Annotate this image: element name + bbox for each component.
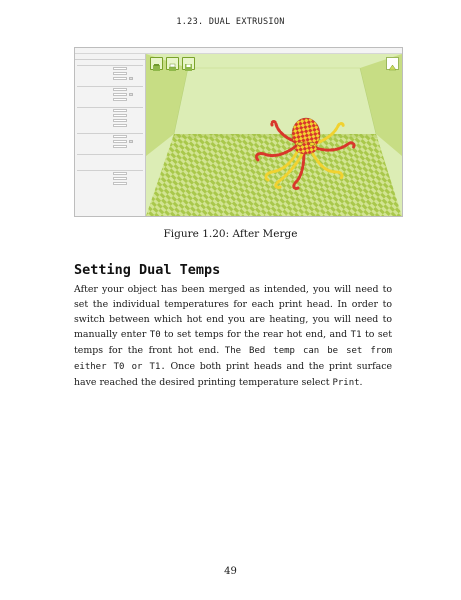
- code-t1: T1: [350, 330, 362, 340]
- view-mode-icon-shape: [389, 65, 396, 70]
- code-print: Print: [332, 378, 360, 388]
- settings-row: [77, 181, 143, 186]
- model-eye-left: [298, 142, 302, 145]
- paragraph-text: to set temps for the rear hot end, and: [160, 329, 351, 340]
- settings-row: [77, 144, 143, 149]
- settings-field: [113, 88, 127, 91]
- settings-field: [113, 119, 127, 122]
- view-mode-button: [386, 57, 399, 70]
- settings-field: [113, 98, 127, 101]
- settings-row: [77, 123, 143, 128]
- settings-section-support: [77, 129, 143, 149]
- settings-section-dual-extrusion: [77, 150, 143, 165]
- settings-field: [113, 145, 127, 148]
- settings-field: [113, 72, 127, 75]
- settings-row: [77, 76, 143, 81]
- print-icon-sheet: [170, 64, 175, 67]
- save-icon: [183, 62, 194, 73]
- settings-section-quality: [77, 61, 143, 81]
- print-button: [166, 57, 179, 70]
- settings-section-filament: [77, 166, 143, 186]
- code-t0: T0: [149, 330, 161, 340]
- figure-screenshot: [74, 47, 403, 217]
- section-heading: Setting Dual Temps: [74, 262, 221, 278]
- print-icon: [167, 62, 178, 73]
- paragraph-text: After your object has been merged as intended, you will need to set the individual temperatures for each print head. In order to switch between which hot end you are heating, you will need to manually enter: [74, 284, 392, 340]
- settings-button: [129, 140, 133, 143]
- load-model-button: [150, 57, 163, 70]
- settings-section-speed-temperature: [77, 103, 143, 128]
- settings-button: [129, 93, 133, 96]
- settings-field: [113, 135, 127, 138]
- settings-row: [77, 160, 143, 165]
- settings-field: [113, 172, 127, 175]
- settings-field: [113, 177, 127, 180]
- load-icon: [151, 62, 162, 73]
- code-bed-temp-note: The Bed temp can be set from either T0 or T1.: [74, 346, 393, 372]
- settings-button: [129, 77, 133, 80]
- view-mode-icon: [387, 62, 398, 73]
- settings-field: [113, 114, 127, 117]
- paragraph-text: to set temps for the front hot end.: [74, 329, 392, 356]
- settings-row: [77, 97, 143, 102]
- save-icon-label: [187, 65, 191, 68]
- save-gcode-button: [182, 57, 195, 70]
- build-plate: [146, 134, 402, 216]
- settings-field: [113, 182, 127, 185]
- paragraph-text: Once both print heads and the print surface have reached the desired printing temperature select: [74, 361, 392, 388]
- settings-field: [113, 93, 127, 96]
- settings-tabs: [75, 54, 145, 60]
- page-number: 49: [224, 566, 237, 577]
- settings-field: [113, 77, 127, 80]
- model-eye-right: [310, 142, 314, 145]
- settings-field: [113, 67, 127, 70]
- 3d-viewport: [146, 54, 402, 216]
- settings-field: [113, 140, 127, 143]
- viewport-scene: [146, 54, 402, 216]
- print-icon-base: [169, 67, 176, 71]
- settings-section-fill: [77, 82, 143, 102]
- body-paragraph: [74, 282, 392, 391]
- load-icon-lid: [154, 64, 159, 66]
- figure-caption: Figure 1.20: After Merge: [163, 228, 298, 240]
- settings-field: [113, 109, 127, 112]
- paragraph-text: .: [359, 377, 363, 388]
- settings-field: [113, 124, 127, 127]
- settings-panel: [75, 54, 146, 216]
- running-header: 1.23. DUAL EXTRUSION: [176, 17, 285, 27]
- build-plate-shadow: [172, 134, 378, 138]
